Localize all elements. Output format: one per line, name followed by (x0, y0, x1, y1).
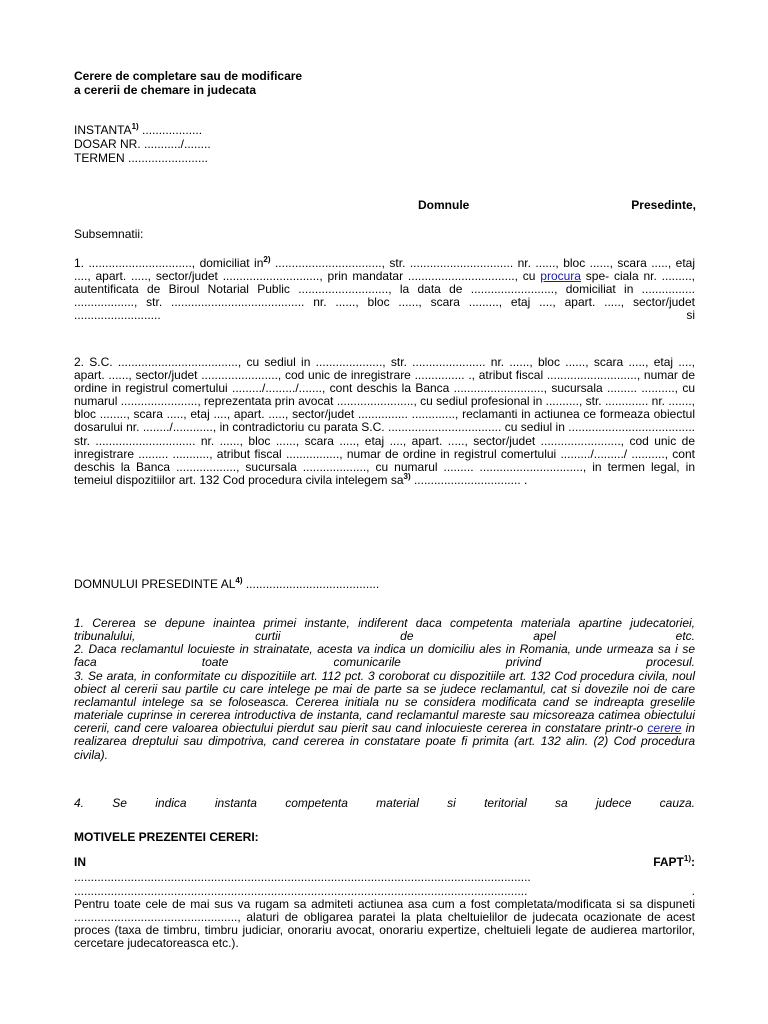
note-3: 3. Se arata, in conformitate cu dispozitiile art. 112 pct. 3 coroborat cu dispozitiile art. 132 Cod procedura civila, noul obiect al cererii sau partile cu care intelege pe mai de parte sa se judece reclamantul, cat si dovezile noi de care reclamantul intelege sa se foloseasca. Cererea initiala nu se considera modificata cand se indreapta greselile materiale cuprinse in cererea introductiva de instanta, cand reclamantul mareste sau micsoreaza catimea obiectului cererii, cand cere valoarea obiectului pierdut sau pierit sau cand inlocuieste cererea in constatare printr-o cerere in realizarea dreptului sau dimpotriva, cand cererea in constatare poate fi primita (art. 132 alin. (2) Cod procedura civila). (74, 669, 695, 762)
note-4: 4. Se indica instanta competenta material si teritorial sa judece cauza. (74, 796, 695, 810)
subsemnatii-label: Subsemnatii: (74, 227, 144, 241)
in-label: IN (74, 855, 86, 869)
salutation-left: Domnule (418, 198, 470, 212)
in-fapt-heading (74, 855, 695, 869)
fapt-dotted-line-1: ......................................................................................................................................... (74, 870, 531, 884)
note-1: 1. Cererea se depune inaintea primei instante, indiferent daca competenta materiala apartine judecatoriei, tribunalului, curtii de apel etc. (74, 616, 695, 644)
salutation (418, 198, 696, 212)
fapt-dotted-line-2: ........................................................................................................................................ . (74, 884, 695, 898)
termen-line: TERMEN ........................ (74, 151, 209, 165)
title-line-1: Cerere de completare sau de modificare (74, 69, 303, 83)
title-line-2: a cererii de chemare in judecata (74, 83, 257, 97)
party-1-paragraph: 1. ..............................., domiciliat $in^{2)}$ ................................, str. ............................... nr. ......, bloc ......, scara ....., etaj ...., apart. ....., sector/judet ............................., prin mandatar ................................, cu procura spe- ciala nr. ........., autentificata de Biroul Notarial Public ..........................., la data de ........................., domiciliat in ................ .................., str. ........................................ nr. ......, bloc ......, scara ........., etaj ...., apart. ....., sector/judet .......................... si (74, 255, 695, 323)
fapt-label: FAPT$^{1)}$: (653, 854, 695, 869)
dosar-line: DOSAR NR. .........../........ (74, 137, 211, 151)
salutation-right: Presedinte, (631, 198, 696, 212)
procura-link[interactable]: procura (540, 269, 581, 284)
party-2-paragraph: 2. S.C. ...................................., cu sediul in ...................., str. ...................... nr. ......, bloc ......, scara ....., etaj ...., apart. ......, sector/judet ......................., cod unic de inregistrare ............... ., atribut fiscal ..........................., numar de ordine in registrul comertului ........./........./......., cont deschis la Banca ..........................., sucursala ......... .........., cu numarul ......................., reprezentata prin avocat ......................., cu sediul profesional in .........., str. ............. nr. ......., bloc ........, scara ....., etaj ...., apart. ....., sector/judet ............... ............., reclamanti in actiunea ce formeaza obiectul dosarului nr. ......../............, in contradictoriu cu parata S.C. .................................. cu sediul in ...................................... str. .............................. nr. ......, bloc ......, scara ....., etaj ...., apart. ....., sector/judet ........................, cod unic de inregistrare ......... ..........., atribut fiscal ................, numar de ordine in registrul comertului ........./........./ .........., cont deschis la Banca .................., sucursala ..................., cu numarul ......... ..............................., in termen legal, in temeiul dispozitiilor art. 132 Cod procedura civila intelegem $sa^{3)}$ ................................ . (74, 355, 695, 487)
note-2: 2. Daca reclamantul locuieste in strainatate, acesta va indica un domiciliu ales in Romania, unde urmeaza sa i se faca toate comunicarile privind procesul. (74, 642, 695, 670)
domnului-presedinte-line: DOMNULUI PRESEDINTE AL$^{4)}$ ........................................ (74, 576, 380, 591)
case-header (74, 123, 211, 165)
instanta-line: INSTANTA$^{1)}$ .................. (74, 122, 203, 137)
motive-section-title: MOTIVELE PREZENTEI CERERI: (74, 830, 259, 844)
document-title (74, 69, 302, 97)
final-request-paragraph: Pentru toate cele de mai sus va rugam sa admiteti actiunea asa cum a fost completata/modificata si sa dispuneti ................................................., alaturi de obligarea paratei la plata cheltuielilor de judecata ocazionate de acest proces (taxa de timbru, timbru judiciar, onorariu avocat, onorariu expertize, cheltuieli legate de audierea martorilor, cercetare judecatoreasca etc.). (74, 897, 695, 951)
cerere-link[interactable]: cerere (647, 721, 682, 736)
